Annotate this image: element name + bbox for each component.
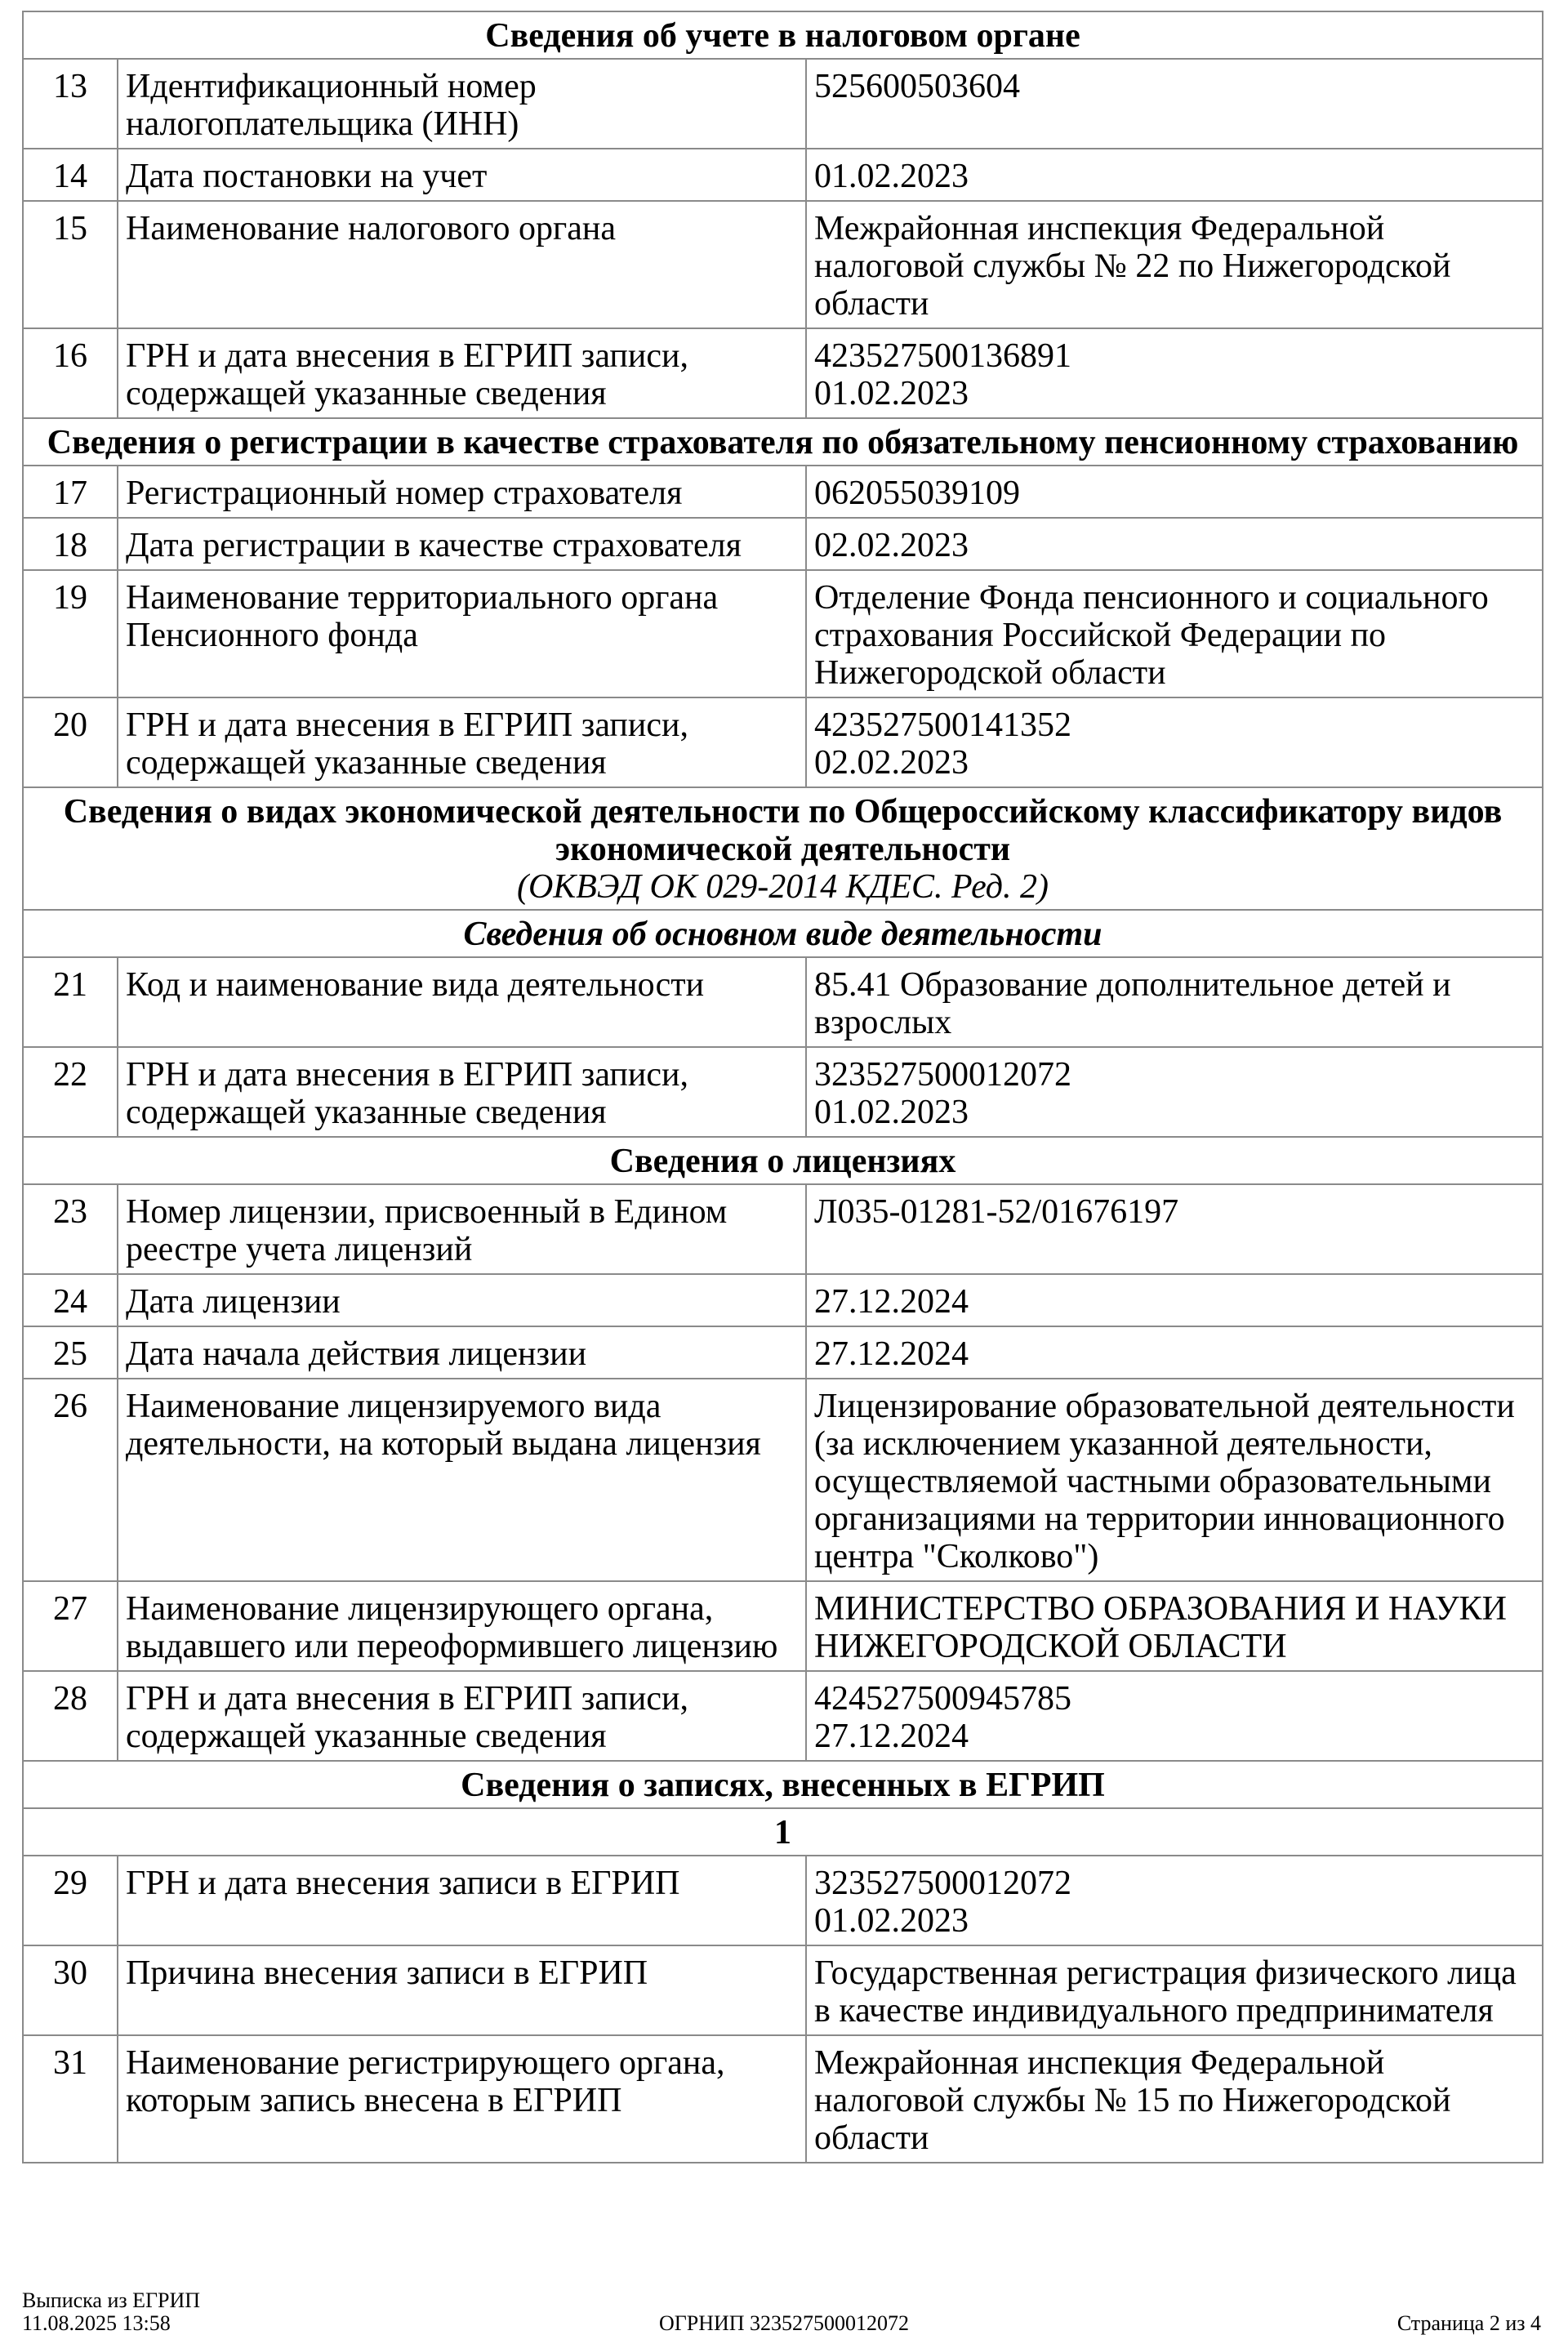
row-value <box>806 1671 1543 1761</box>
row-label: Номер лицензии, присвоенный в Едином реестре учета лицензий <box>118 1184 806 1274</box>
row-value: Межрайонная инспекция Федеральной налоговой службы № 15 по Нижегородской области <box>806 2035 1543 2163</box>
document-name: Выписка из ЕГРИП <box>22 2288 201 2312</box>
row-label: ГРН и дата внесения в ЕГРИП записи, содержащей указанные сведения <box>118 1047 806 1137</box>
table-row <box>23 1671 1543 1761</box>
table-row <box>23 570 1543 697</box>
table-row <box>23 466 1543 518</box>
section-header-pension <box>23 418 1543 466</box>
row-label: Дата лицензии <box>118 1274 806 1326</box>
record-date: 01.02.2023 <box>814 1094 969 1131</box>
section-title: Сведения о регистрации в качестве страхователя по обязательному пенсионному страхованию <box>23 418 1543 466</box>
extract-datetime: 11.08.2025 13:58 <box>22 2311 171 2335</box>
row-label: Код и наименование вида деятельности <box>118 957 806 1047</box>
table-row <box>23 149 1543 201</box>
footer-ogrnip: ОГРНИП 323527500012072 <box>658 2311 910 2335</box>
row-value <box>806 1047 1543 1137</box>
record-index: 1 <box>23 1808 1543 1856</box>
row-value: Государственная регистрация физического лица в качестве индивидуального предпринимателя <box>806 1945 1543 2035</box>
row-label: Наименование лицензирующего органа, выдавшего или переоформившего лицензию <box>118 1581 806 1671</box>
table-row <box>23 1581 1543 1671</box>
section-header-tax <box>23 11 1543 59</box>
row-label: Идентификационный номер налогоплательщика (ИНН) <box>118 59 806 149</box>
record-date: 01.02.2023 <box>814 1902 969 1940</box>
grn-number: 424527500945785 <box>814 1680 1071 1718</box>
grn-number: 423527500141352 <box>814 706 1071 744</box>
row-label: ГРН и дата внесения в ЕГРИП записи, содержащей указанные сведения <box>118 328 806 418</box>
grn-number: 323527500012072 <box>814 1865 1071 1902</box>
egrip-extract-table <box>22 11 1544 2163</box>
subsection-title: Сведения об основном виде деятельности <box>23 910 1543 957</box>
row-value: Л035-01281-52/01676197 <box>806 1184 1543 1274</box>
row-value: МИНИСТЕРСТВО ОБРАЗОВАНИЯ И НАУКИ НИЖЕГОРОДСКОЙ ОБЛАСТИ <box>806 1581 1543 1671</box>
row-label: Регистрационный номер страхователя <box>118 466 806 518</box>
table-row <box>23 518 1543 570</box>
row-value: 01.02.2023 <box>806 149 1543 201</box>
row-label: Наименование лицензируемого вида деятельности, на который выдана лицензия <box>118 1379 806 1581</box>
okved-edition: (ОКВЭД ОК 029-2014 КДЕС. Ред. 2) <box>516 868 1049 906</box>
row-value: Лицензирование образовательной деятельности (за исключением указанной деятельности, осуществляемой частными образовательными организациями на территории инновационного центра "Сколково") <box>806 1379 1543 1581</box>
section-title: Сведения об учете в налоговом органе <box>23 11 1543 59</box>
row-value: 525600503604 <box>806 59 1543 149</box>
table-row <box>23 1379 1543 1581</box>
table-row <box>23 2035 1543 2163</box>
subsection-header-main-activity <box>23 910 1543 957</box>
row-number: 24 <box>23 1274 118 1326</box>
table-row <box>23 1184 1543 1274</box>
table-row <box>23 1047 1543 1137</box>
record-date: 02.02.2023 <box>814 744 969 782</box>
row-number: 27 <box>23 1581 118 1671</box>
table-row <box>23 328 1543 418</box>
row-value <box>806 697 1543 787</box>
row-label: Дата регистрации в качестве страхователя <box>118 518 806 570</box>
table-row <box>23 201 1543 328</box>
table-row <box>23 59 1543 149</box>
grn-number: 323527500012072 <box>814 1056 1071 1094</box>
row-number: 22 <box>23 1047 118 1137</box>
row-number: 30 <box>23 1945 118 2035</box>
row-value: 27.12.2024 <box>806 1326 1543 1379</box>
row-value: Отделение Фонда пенсионного и социального страхования Российской Федерации по Нижегородской области <box>806 570 1543 697</box>
row-value: 85.41 Образование дополнительное детей и взрослых <box>806 957 1543 1047</box>
row-number: 23 <box>23 1184 118 1274</box>
row-number: 26 <box>23 1379 118 1581</box>
record-date: 27.12.2024 <box>814 1718 969 1755</box>
row-label: ГРН и дата внесения в ЕГРИП записи, содержащей указанные сведения <box>118 1671 806 1761</box>
row-number: 31 <box>23 2035 118 2163</box>
table-row <box>23 957 1543 1047</box>
row-number: 20 <box>23 697 118 787</box>
section-title: Сведения о лицензиях <box>23 1137 1543 1184</box>
row-value: 27.12.2024 <box>806 1274 1543 1326</box>
grn-number: 423527500136891 <box>814 337 1071 375</box>
row-value <box>806 1856 1543 1945</box>
row-value <box>806 328 1543 418</box>
row-label: Наименование налогового органа <box>118 201 806 328</box>
row-label: Причина внесения записи в ЕГРИП <box>118 1945 806 2035</box>
row-label: ГРН и дата внесения записи в ЕГРИП <box>118 1856 806 1945</box>
table-row <box>23 1274 1543 1326</box>
row-number: 25 <box>23 1326 118 1379</box>
row-label: Дата постановки на учет <box>118 149 806 201</box>
section-cell <box>23 787 1543 910</box>
row-value: 062055039109 <box>806 466 1543 518</box>
row-number: 13 <box>23 59 118 149</box>
row-number: 17 <box>23 466 118 518</box>
record-date: 01.02.2023 <box>814 375 969 412</box>
row-value: Межрайонная инспекция Федеральной налоговой службы № 22 по Нижегородской области <box>806 201 1543 328</box>
section-title: Сведения о видах экономической деятельности по Общероссийскому классификатору видов экономической деятельности <box>63 793 1503 868</box>
row-label: Наименование территориального органа Пенсионного фонда <box>118 570 806 697</box>
row-number: 18 <box>23 518 118 570</box>
row-number: 19 <box>23 570 118 697</box>
table-row <box>23 1945 1543 2035</box>
row-number: 15 <box>23 201 118 328</box>
table-row <box>23 697 1543 787</box>
row-value: 02.02.2023 <box>806 518 1543 570</box>
row-number: 28 <box>23 1671 118 1761</box>
row-label: ГРН и дата внесения в ЕГРИП записи, содержащей указанные сведения <box>118 697 806 787</box>
section-header-okved <box>23 787 1543 910</box>
section-header-licenses <box>23 1137 1543 1184</box>
row-label: Наименование регистрирующего органа, которым запись внесена в ЕГРИП <box>118 2035 806 2163</box>
row-label: Дата начала действия лицензии <box>118 1326 806 1379</box>
section-header-records <box>23 1761 1543 1808</box>
page-number: Страница 2 из 4 <box>1396 2311 1541 2335</box>
section-title: Сведения о записях, внесенных в ЕГРИП <box>23 1761 1543 1808</box>
table-row <box>23 1326 1543 1379</box>
table-row <box>23 1856 1543 1945</box>
record-index-row <box>23 1808 1543 1856</box>
row-number: 14 <box>23 149 118 201</box>
row-number: 21 <box>23 957 118 1047</box>
row-number: 29 <box>23 1856 118 1945</box>
row-number: 16 <box>23 328 118 418</box>
